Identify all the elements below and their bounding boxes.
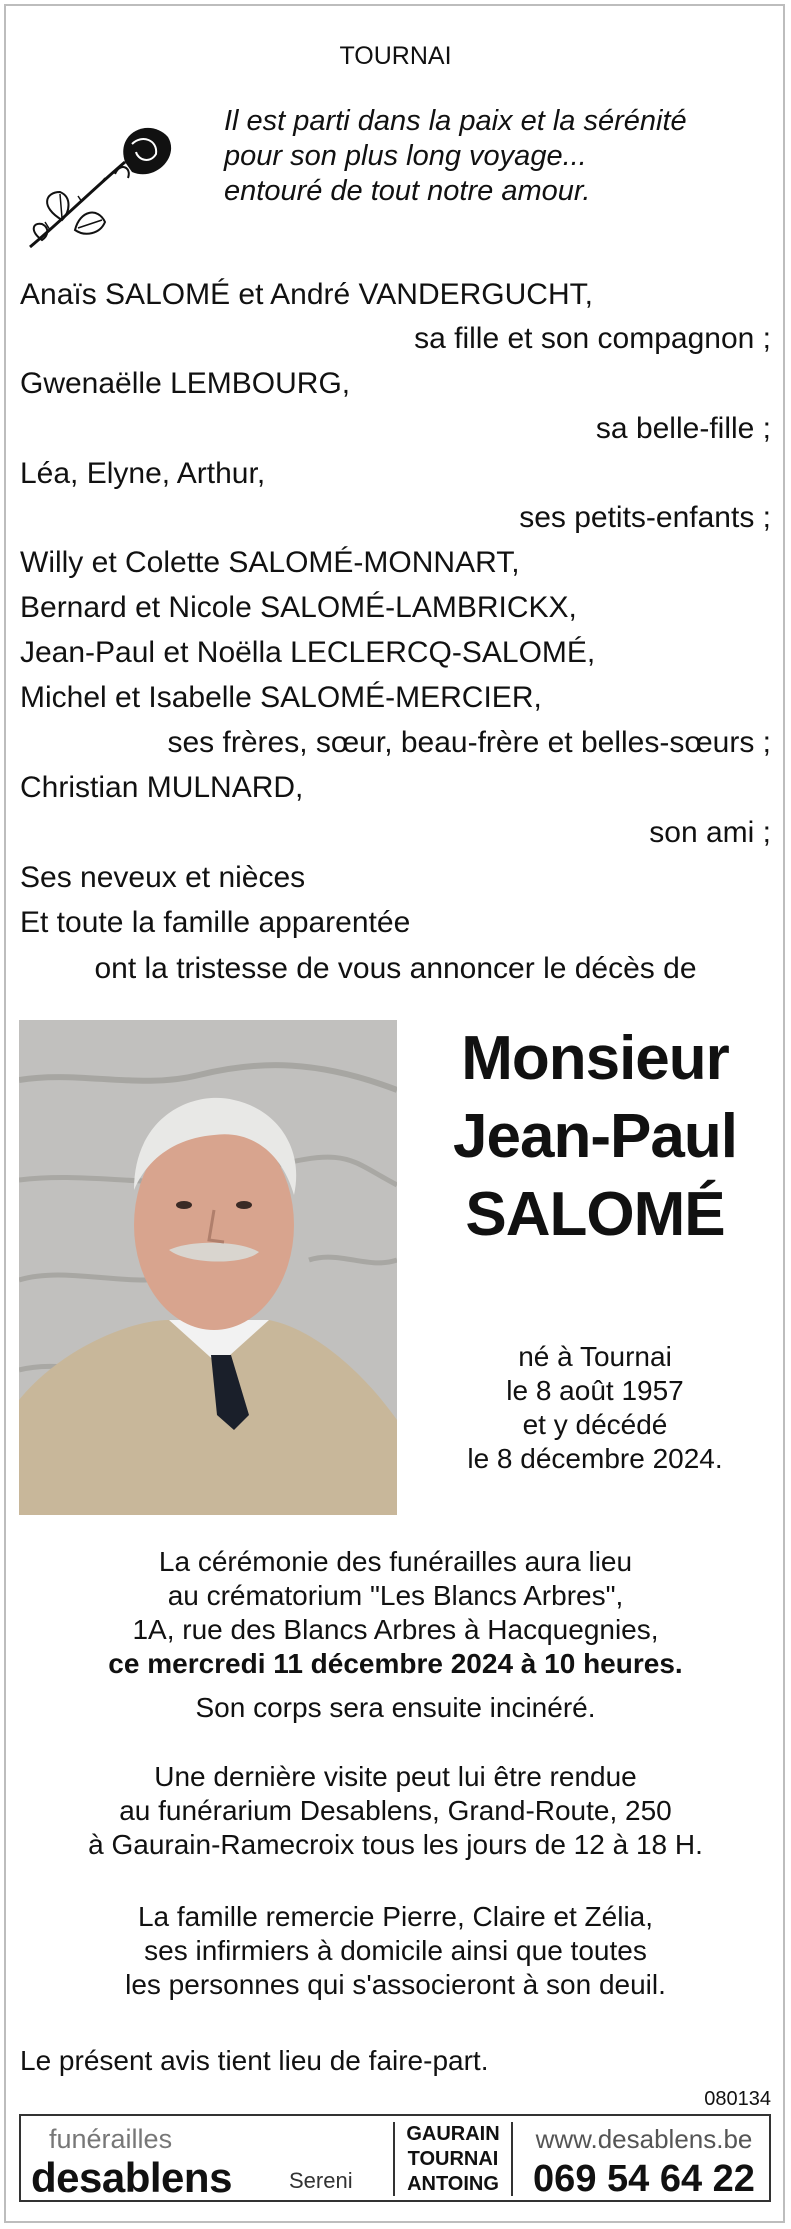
- family-name: Et toute la famille apparentée: [20, 906, 411, 939]
- quote-line: entouré de tout notre amour.: [224, 175, 591, 207]
- date-line: le 8 août 1957: [506, 1375, 684, 1406]
- deceased-first-name: Jean-Paul: [453, 1102, 737, 1171]
- birth-death-dates: [420, 1340, 770, 1476]
- ceremony-info: [0, 1545, 791, 1725]
- family-name: Ses neveux et nièces: [20, 861, 306, 894]
- family-name: Jean-Paul et Noëlla LECLERCQ-SALOMÉ,: [20, 636, 596, 669]
- brand-phone: 069 54 64 22: [533, 2158, 755, 2200]
- thanks-line: La famille remercie Pierre, Claire et Zélia,: [137, 1901, 654, 1932]
- thanks-line: les personnes qui s'associeront à son deuil.: [125, 1969, 666, 2000]
- brand-subname: Sereni: [289, 2168, 353, 2193]
- deceased-last-name: SALOMÉ: [465, 1180, 725, 1249]
- quote: [224, 104, 687, 209]
- deceased-name: [405, 1020, 785, 1254]
- family-name: Christian MULNARD,: [20, 771, 304, 804]
- brand-name: desablens: [31, 2154, 232, 2201]
- rose-icon: [20, 112, 175, 252]
- family-relation: ses petits-enfants ;: [519, 501, 771, 534]
- faire-part-notice: Le présent avis tient lieu de faire-part.: [20, 2045, 489, 2076]
- family-relation: son ami ;: [649, 816, 771, 849]
- visit-line: à Gaurain-Ramecroix tous les jours de 12 à 18 H.: [88, 1829, 703, 1860]
- city-heading: TOURNAI: [339, 42, 452, 70]
- family-name: Léa, Elyne, Arthur,: [20, 457, 266, 490]
- visit-line: Une dernière visite peut lui être rendue: [154, 1761, 637, 1792]
- thanks-line: ses infirmiers à domicile ainsi que toutes: [144, 1935, 647, 1966]
- quote-line: pour son plus long voyage...: [224, 140, 587, 172]
- ceremony-line: La cérémonie des funérailles aura lieu: [158, 1546, 633, 1577]
- family-name: Anaïs SALOMÉ et André VANDERGUCHT,: [20, 278, 593, 311]
- date-line: et y décédé: [522, 1409, 668, 1440]
- family-relation: ses frères, sœur, beau-frère et belles-sœurs ;: [167, 726, 771, 759]
- family-name: Bernard et Nicole SALOMÉ-LAMBRICKX,: [20, 591, 577, 624]
- ceremony-line: au crématorium "Les Blancs Arbres",: [167, 1580, 624, 1611]
- visit-line: au funérarium Desablens, Grand-Route, 250: [119, 1795, 672, 1826]
- visit-info: [0, 1760, 791, 1862]
- family-name: Michel et Isabelle SALOMÉ-MERCIER,: [20, 681, 542, 714]
- quote-line: Il est parti dans la paix et la sérénité: [224, 105, 687, 137]
- cremation-note: Son corps sera ensuite incinéré.: [195, 1692, 596, 1723]
- brand-website: www.desablens.be: [535, 2124, 753, 2154]
- brand-locations: [399, 2122, 507, 2197]
- family-name: Willy et Colette SALOMÉ-MONNART,: [20, 546, 520, 579]
- announcement-line: ont la tristesse de vous annoncer le décès de: [94, 952, 697, 985]
- family-name: Gwenaëlle LEMBOURG,: [20, 367, 351, 400]
- date-line: né à Tournai: [518, 1341, 672, 1372]
- notice-code: 080134: [704, 2088, 771, 2110]
- ceremony-line: 1A, rue des Blancs Arbres à Hacquegnies,: [132, 1614, 659, 1645]
- funeral-home-banner: [19, 2114, 771, 2202]
- divider: [511, 2122, 513, 2196]
- portrait-photo: [19, 1020, 397, 1515]
- location: GAURAIN: [406, 2123, 500, 2145]
- divider: [393, 2122, 395, 2196]
- date-line: le 8 décembre 2024.: [467, 1443, 723, 1474]
- brand-tagline: funérailles: [49, 2124, 173, 2154]
- family-relation: sa fille et son compagnon ;: [414, 322, 771, 355]
- location: ANTOING: [407, 2173, 499, 2195]
- thanks-info: [0, 1900, 791, 2002]
- family-relation: sa belle-fille ;: [595, 412, 771, 445]
- ceremony-datetime: ce mercredi 11 décembre 2024 à 10 heures.: [108, 1648, 683, 1679]
- location: TOURNAI: [407, 2148, 499, 2170]
- deceased-title: Monsieur: [461, 1024, 729, 1093]
